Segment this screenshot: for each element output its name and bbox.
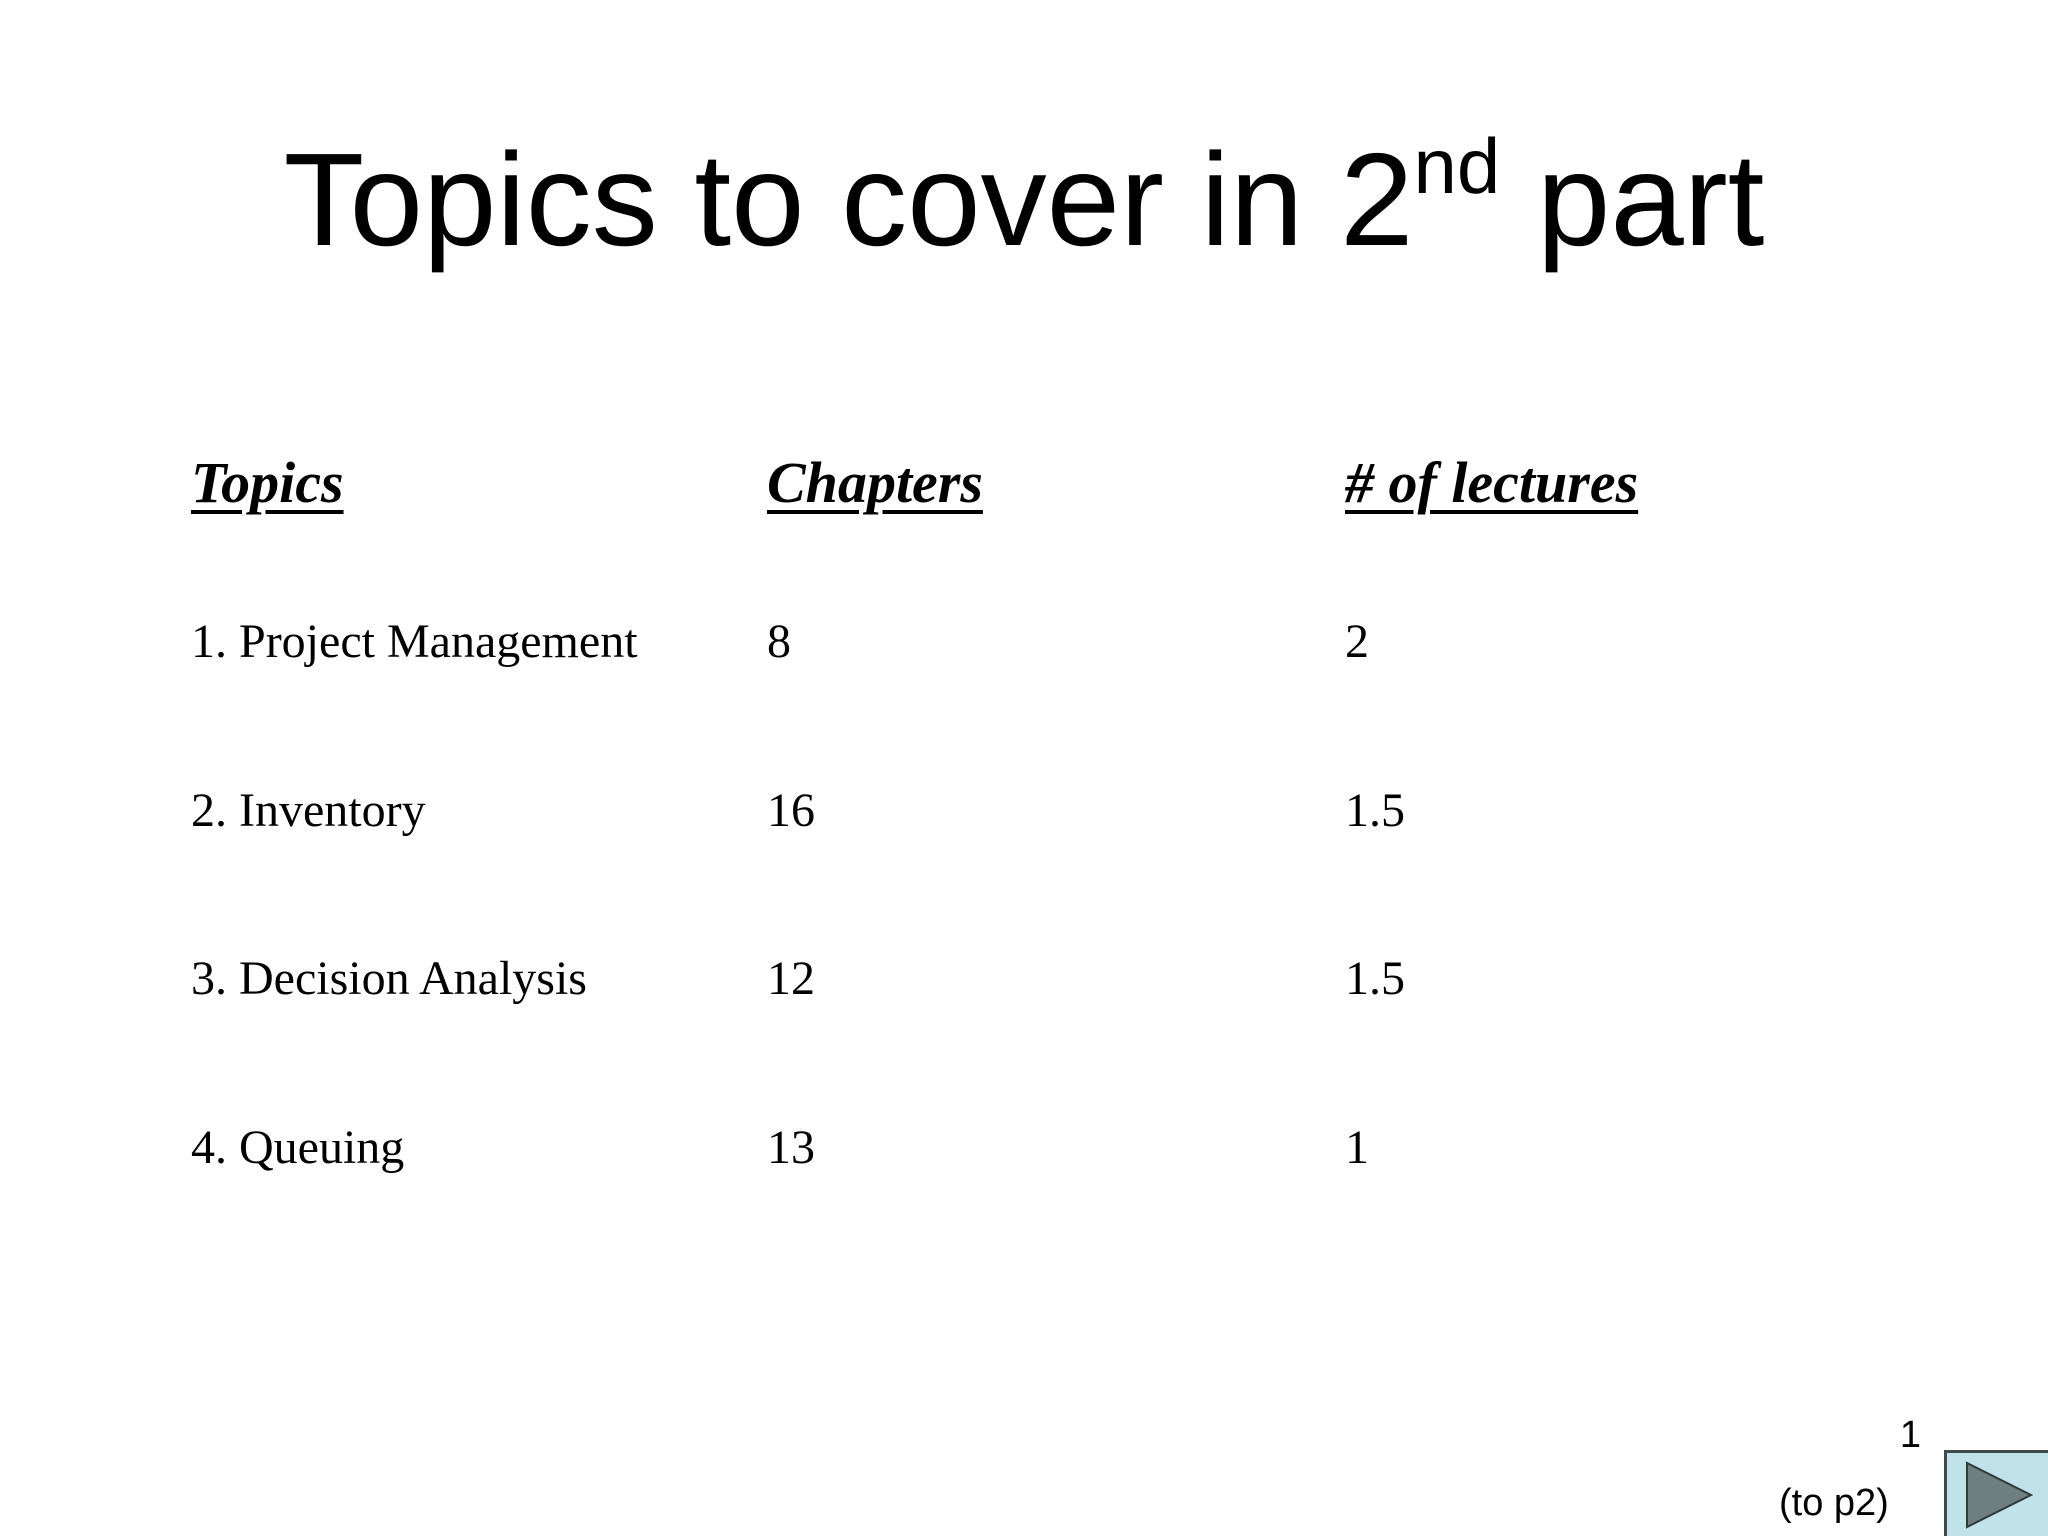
triangle-shape xyxy=(1967,1463,2031,1527)
title-end: part xyxy=(1500,126,1765,273)
title-main: Topics to cover in 2 xyxy=(283,126,1414,273)
row-1-topic: 1. Project Management xyxy=(191,615,638,668)
row-4-chapters: 13 xyxy=(767,1121,815,1174)
column-header-lectures: # of lectures xyxy=(1345,450,1639,515)
row-4-topic: 4. Queuing xyxy=(191,1121,405,1174)
row-4-lectures: 1 xyxy=(1345,1121,1369,1174)
title-superscript: nd xyxy=(1413,122,1501,210)
column-header-chapters: Chapters xyxy=(767,450,983,515)
next-page-label[interactable]: (to p2) xyxy=(1779,1482,1889,1524)
row-3-topic: 3. Decision Analysis xyxy=(191,952,587,1005)
next-slide-button[interactable] xyxy=(1944,1450,2048,1536)
column-header-topics: Topics xyxy=(191,450,344,515)
row-1-lectures: 2 xyxy=(1345,615,1369,668)
row-1-chapters: 8 xyxy=(767,615,791,668)
page-number: 1 xyxy=(1899,1414,1921,1456)
play-triangle-icon xyxy=(1947,1453,2048,1536)
slide-title xyxy=(0,120,2048,298)
row-3-chapters: 12 xyxy=(767,952,815,1005)
row-2-lectures: 1.5 xyxy=(1345,784,1405,837)
row-3-lectures: 1.5 xyxy=(1345,952,1405,1005)
row-2-chapters: 16 xyxy=(767,784,815,837)
row-2-topic: 2. Inventory xyxy=(191,784,426,837)
